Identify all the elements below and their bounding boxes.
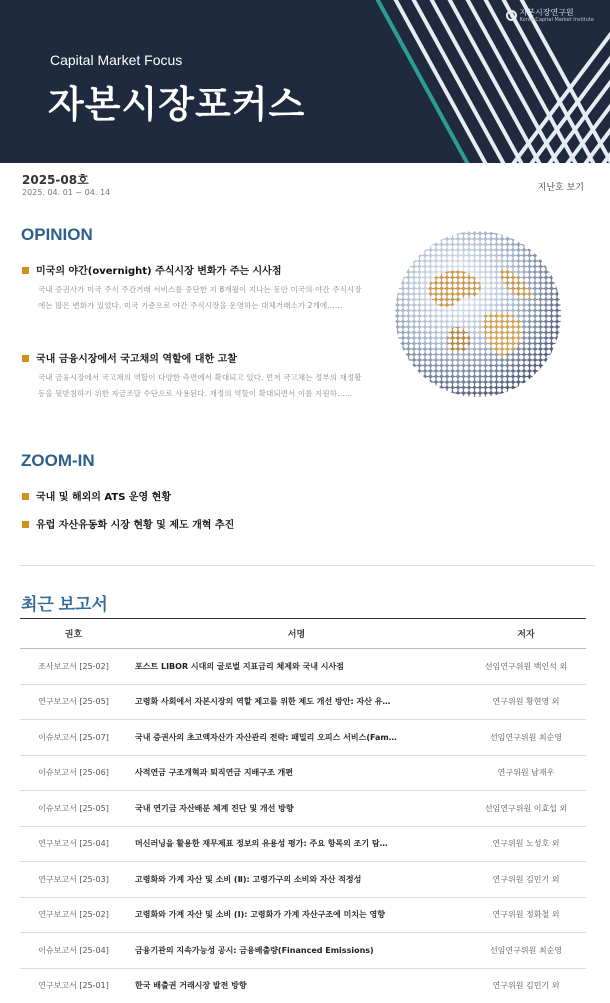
table-row[interactable] [20,826,586,862]
report-title[interactable]: 고령화 사회에서 자본시장의 역할 제고를 위한 제도 개선 방안: 자산 유… [127,684,466,720]
report-author: 선임연구위원 백인석 외 [466,649,586,685]
recent-reports-table [20,618,586,1003]
logo-sub: Korea Capital Market Institute [519,17,594,23]
report-title[interactable]: 고령화와 가계 자산 및 소비 (Ⅱ): 고령가구의 소비와 자산 적정성 [127,862,466,898]
table-row[interactable] [20,968,586,1003]
banner-stripe [375,0,470,163]
banner-stripe [447,0,542,163]
report-category: 연구보고서 [25-03] [20,862,127,898]
report-category: 연구보고서 [25-04] [20,826,127,862]
recent-reports-heading: 최근 보고서 [21,595,108,614]
report-category: 이슈보고서 [25-07] [20,720,127,756]
square-bullet-icon [22,493,29,500]
opinion-heading: OPINION [21,225,93,244]
report-category: 이슈보고서 [25-05] [20,791,127,827]
report-author: 연구위원 노성호 외 [466,826,586,862]
zoom-in-heading: ZOOM-IN [21,451,95,470]
report-author: 연구위원 황현영 외 [466,684,586,720]
report-title[interactable]: 포스트 LIBOR 시대의 글로벌 지표금리 체제와 국내 시사점 [127,649,466,685]
zoom-in-item-1[interactable]: 국내 및 해외의 ATS 운영 현황 [22,488,171,503]
column-header-category: 권호 [20,619,127,649]
square-bullet-icon [22,355,29,362]
report-author: 연구위원 김민기 외 [466,862,586,898]
column-header-title: 서명 [127,619,466,649]
report-author: 선임연구위원 이효섭 외 [466,791,586,827]
opinion-article-title[interactable]: 국내 금융시장에서 국고채의 역할에 대한 고찰 [22,350,362,365]
issue-date-range: 2025. 04. 01 ~ 04. 14 [22,188,111,197]
square-bullet-icon [22,267,29,274]
report-title[interactable]: 국내 증권사의 초고액자산가 자산관리 전략: 패밀리 오피스 서비스(Fam… [127,720,466,756]
opinion-article-summary: 국내 증권사가 미국 주식 주간거래 서비스를 중단한 지 8개월이 지나는 동안 미국의 야간 주식시장에는 많은 변화가 있었다. 미국 기준으로 야간 주식시장을 운영하는 대체거래소가 2개에…… [38,285,362,310]
table-row[interactable] [20,755,586,791]
opinion-article-title[interactable]: 미국의 야간(overnight) 주식시장 변화가 주는 시사점 [22,262,362,277]
report-title[interactable]: 금융기관의 지속가능성 공시: 금융배출량(Financed Emissions) [127,933,466,969]
report-category: 연구보고서 [25-01] [38,981,109,991]
report-title[interactable]: 고령화와 가계 자산 및 소비 (Ⅰ): 고령화가 가계 자산구조에 미치는 영향 [127,897,466,933]
report-author: 연구위원 김민기 외 [492,981,560,991]
opinion-article-summary: 국내 금융시장에서 국고채의 역할이 다양한 측면에서 확대되고 있다. 먼저 국고채는 정부의 재정활동을 뒷받침하기 위한 자금조달 수단으로 사용된다. 재정의 역할이 확대되면서 이를 지원하…… [38,373,362,398]
table-row[interactable] [20,649,586,685]
logo-name: 자본시장연구원 [519,8,574,17]
table-header-row [20,619,586,649]
report-title[interactable]: 한국 배출권 거래시장 발전 방향 [135,981,247,991]
table-row[interactable] [20,684,586,720]
report-category: 연구보고서 [25-02] [20,897,127,933]
table-row[interactable] [20,791,586,827]
table-row[interactable] [20,720,586,756]
report-category: 이슈보고서 [25-04] [20,933,127,969]
report-author: 선임연구위원 최순영 [466,720,586,756]
square-bullet-icon [22,521,29,528]
table-row[interactable] [20,933,586,969]
dotted-globe-icon [392,228,564,400]
issue-number: 2025-08호 [22,173,89,187]
banner-stripe [465,0,560,163]
opinion-article-1[interactable] [22,262,362,314]
report-category: 연구보고서 [25-05] [20,684,127,720]
brand-english: Capital Market Focus [50,52,183,68]
table-row[interactable] [20,862,586,898]
institute-logo[interactable] [506,8,594,23]
table-row[interactable] [20,897,586,933]
report-title[interactable]: 국내 연기금 자산배분 체계 진단 및 개선 방향 [127,791,466,827]
report-author: 선임연구위원 최순영 [466,933,586,969]
report-author: 연구위원 남재우 [466,755,586,791]
report-title[interactable]: 사적연금 구조개혁과 퇴직연금 지배구조 개편 [127,755,466,791]
banner-stripe [411,0,506,163]
kcmi-logo-icon [506,10,517,21]
section-divider [20,565,595,566]
report-author: 연구위원 정화철 외 [466,897,586,933]
banner-stripe [429,0,524,163]
opinion-article-2[interactable] [22,350,362,402]
banner-stripe [393,0,488,163]
report-category: 조사보고서 [25-02] [20,649,127,685]
past-issues-link[interactable]: 지난호 보기 [537,183,584,193]
report-title[interactable]: 머신러닝을 활용한 재무제표 정보의 유용성 평가: 주요 항목의 조기 탐… [127,826,466,862]
header-banner [0,0,610,163]
brand-korean: 자본시장포커스 [48,83,306,126]
report-category: 이슈보고서 [25-06] [20,755,127,791]
column-header-author: 저자 [466,619,586,649]
zoom-in-item-2[interactable]: 유럽 자산유동화 시장 현황 및 제도 개혁 추진 [22,516,234,531]
